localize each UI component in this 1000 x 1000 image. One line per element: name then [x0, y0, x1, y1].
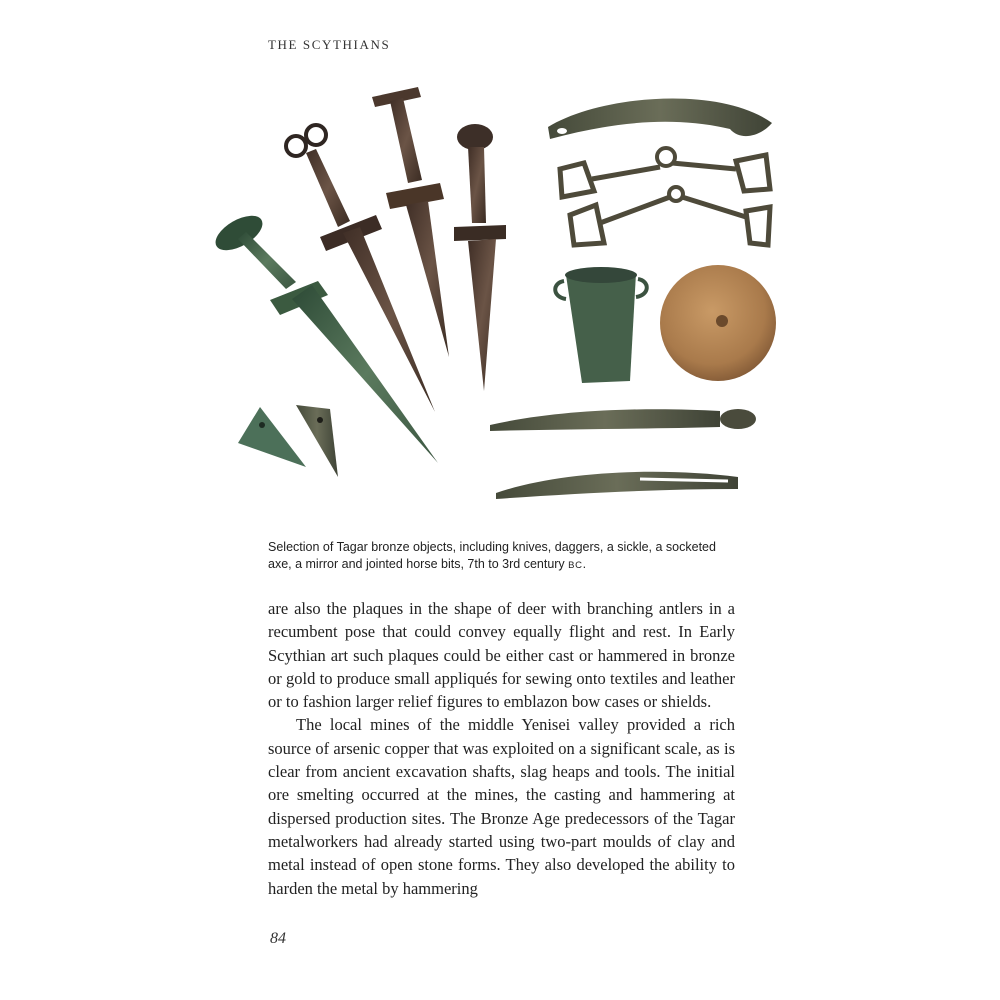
- green-socket-piece: [238, 407, 306, 467]
- bar-pommel-dagger: [372, 87, 449, 357]
- knife-lower: [496, 472, 738, 499]
- caption-text: Selection of Tagar bronze objects, including knives, daggers, a sickle, a socketed axe, a mirror and jointed horse bits, 7th to 3rd century: [268, 540, 716, 571]
- dark-socket-piece: [296, 405, 338, 477]
- round-pommel-dagger: [454, 124, 506, 391]
- socketed-axe: [555, 267, 647, 383]
- running-head: THE SCYTHIANS: [268, 37, 391, 52]
- caption-end: .: [582, 557, 587, 571]
- bronze-mirror: [660, 265, 776, 381]
- knife-upper: [490, 409, 756, 431]
- body-text: [268, 597, 735, 900]
- paragraph: The local mines of the middle Yenisei valley provided a rich source of arsenic copper that was exploited on a significant scale, as is clear from ancient excavation shafts, slag heaps and tools. The initial ore smelting occurred at the mines, the casting and hammering at dispersed production sites. The Bronze Age predecessors of the Tagar metalworkers had already started using two-part moulds of clay and metal instead of open stone forms. They also developed the ability to harden the metal by hammering: [268, 715, 735, 898]
- horse-bit-upper: [560, 148, 770, 197]
- artifacts-photo: [200, 75, 800, 515]
- paragraph: are also the plaques in the shape of deer with branching antlers in a recumbent pose that could convey equally flight and rest. In Early Scythian art such plaques could be either cast or hammered in bronze or gold to produce small appliqués for sewing onto textiles and leather or to fashion larger relief figures to emblazon bow cases or shields.: [268, 599, 735, 712]
- figure-caption: [268, 539, 738, 574]
- page-number: 84: [270, 930, 286, 947]
- horse-bit-lower: [570, 187, 770, 245]
- sickle: [548, 98, 772, 139]
- caption-era: BC: [568, 560, 583, 571]
